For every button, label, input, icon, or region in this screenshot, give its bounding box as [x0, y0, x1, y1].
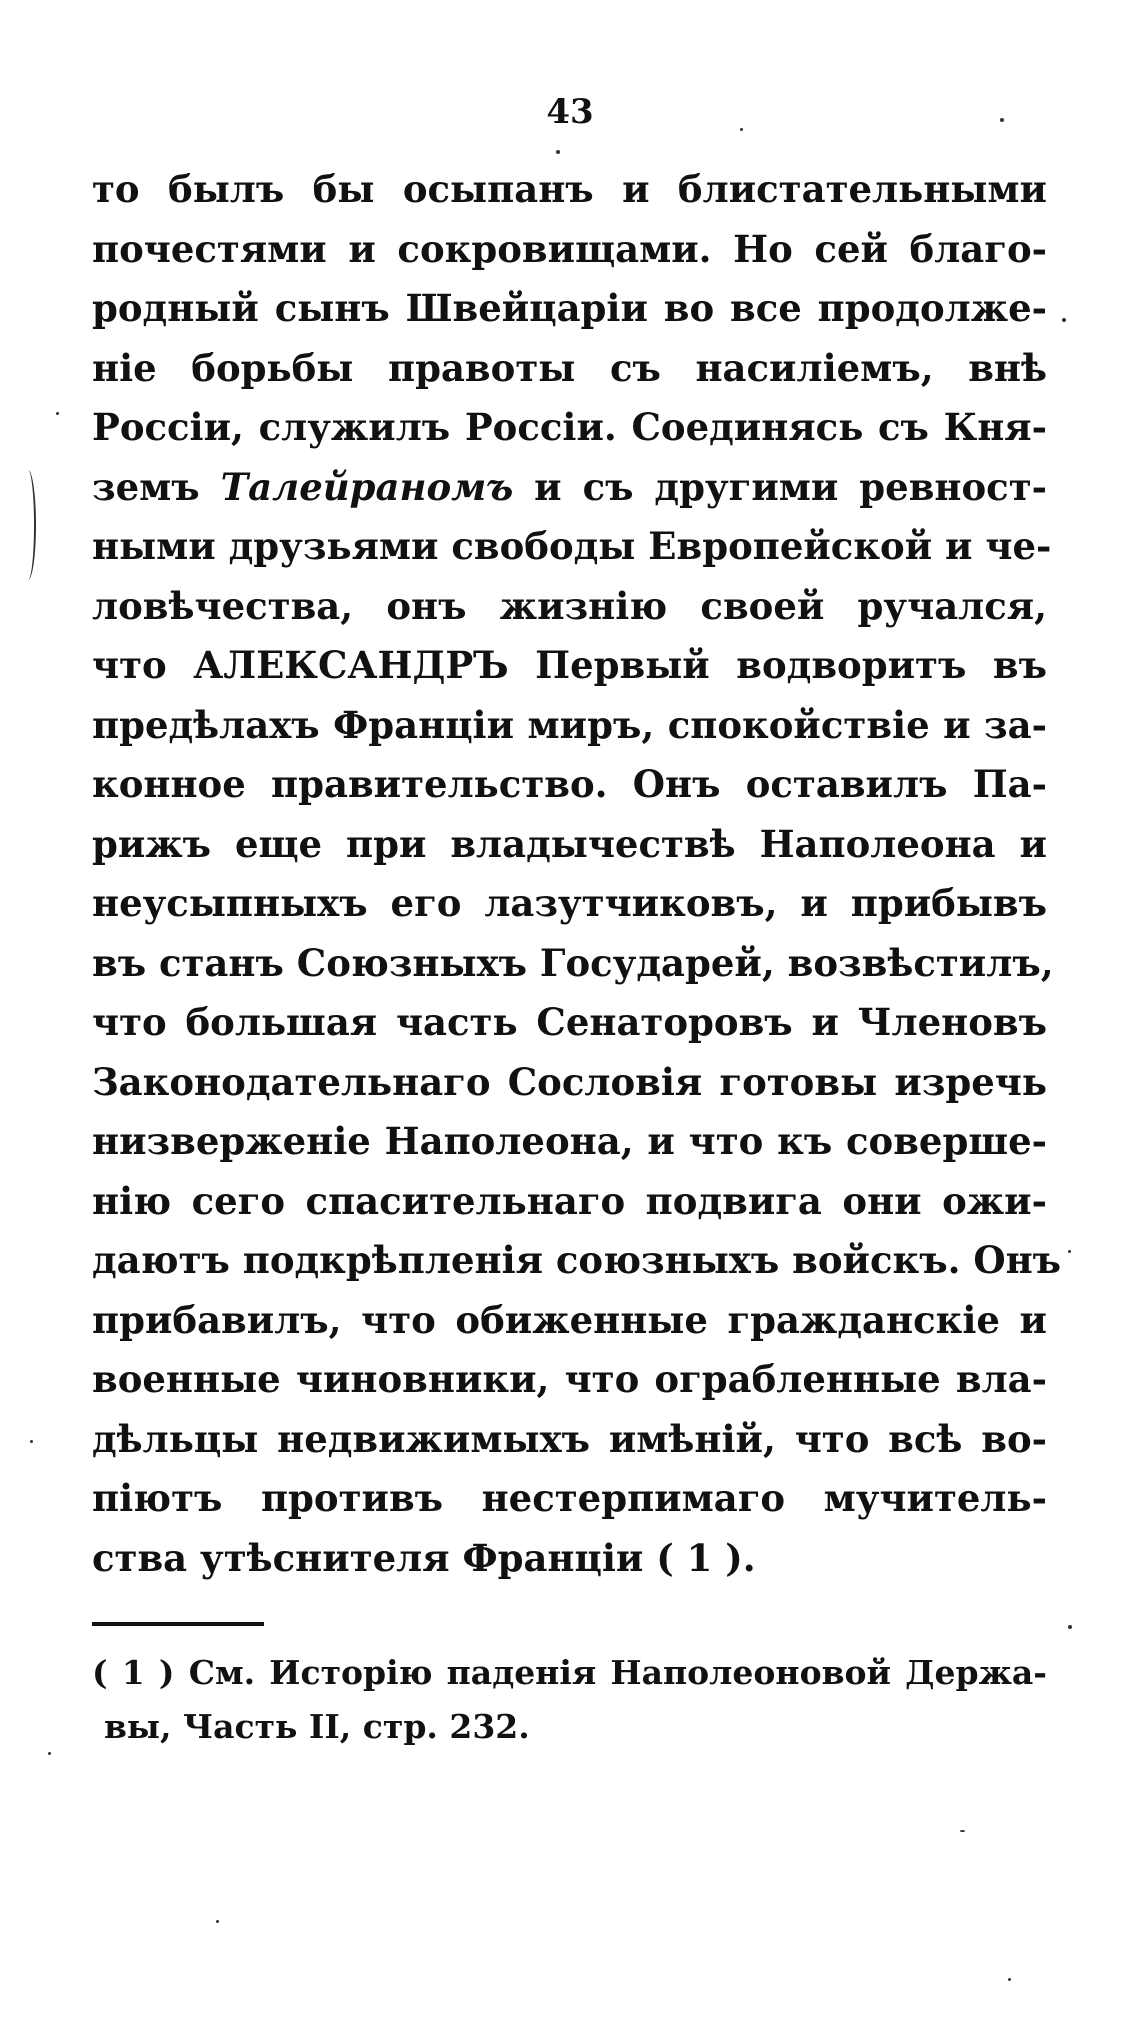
print-speck: [1068, 1625, 1072, 1629]
body-line: дѣльцы недвижимыхъ имѣній, что всѣ во-: [92, 1416, 1047, 1461]
body-line: что большая часть Сенаторовъ и Членовъ: [92, 1000, 1047, 1044]
body-line: военные чиновники, что ограбленные вла-: [92, 1357, 1047, 1401]
body-line: піютъ противъ нестерпимаго мучитель-: [92, 1476, 1047, 1520]
body-line: ніе борьбы правоты съ насиліемъ, внѣ: [92, 345, 1047, 390]
print-speck: [556, 150, 560, 154]
body-line: то былъ бы осыпанъ и блистательными: [92, 167, 1047, 211]
body-line: прибавилъ, что обиженные гражданскіе и: [92, 1297, 1047, 1342]
footnote: [92, 1646, 1047, 1754]
body-line: нію сего спасительнаго подвига они ожи-: [92, 1178, 1047, 1223]
print-speck: [960, 1830, 965, 1832]
page-number: 43: [546, 92, 594, 132]
print-speck: [1068, 1250, 1071, 1253]
body-line: Законодательнаго Сословія готовы изречь: [92, 1059, 1047, 1104]
print-speck: [48, 1752, 51, 1755]
footnote-line: вы, Часть II, стр. 232.: [104, 1707, 530, 1746]
body-line: ными друзьями свободы Европейской и че-: [92, 524, 1052, 568]
body-line: неусыпныхъ его лазутчиковъ, и прибывъ: [92, 881, 1047, 925]
print-speck: [1008, 1978, 1011, 1981]
body-line: даютъ подкрѣпленія союзныхъ войскъ. Онъ: [92, 1238, 1062, 1282]
print-speck: [216, 1920, 219, 1923]
body-line: родный сынъ Швейцаріи во все продолже-: [92, 286, 1047, 330]
body-line: предѣлахъ Франціи миръ, спокойствіе и за-: [92, 702, 1047, 747]
print-speck: [1062, 318, 1066, 322]
body-line: низверженіе Наполеона, и что къ соверше-: [92, 1119, 1047, 1163]
body-line: Россіи, служилъ Россіи. Соединясь съ Кня-: [92, 405, 1047, 449]
body-line: [92, 458, 1047, 518]
body-line: въ станъ Союзныхъ Государей, возвѣстилъ,: [92, 940, 1054, 985]
body-line-pre: земъ: [92, 464, 221, 509]
footnote-line: ( 1 ) См. Исторію паденія Наполеоновой Держа-: [92, 1653, 1047, 1692]
print-speck: [740, 128, 743, 131]
body-line: конное правительство. Онъ оставилъ Па-: [92, 762, 1047, 806]
footnote-rule: [92, 1622, 264, 1626]
body-line-post: и съ другими ревност-: [513, 464, 1047, 509]
italic-name: Талейраномъ: [220, 464, 514, 509]
print-speck: [30, 1440, 33, 1443]
print-speck: [56, 412, 59, 415]
body-line: рижъ еще при владычествѣ Наполеона и: [92, 821, 1047, 866]
body-line: что АЛЕКСАНДРЪ Первый водворитъ въ: [92, 643, 1047, 687]
print-speck: [1000, 118, 1004, 122]
body-text: [92, 160, 1062, 1588]
body-line: ства утѣснителя Франціи ( 1 ).: [92, 1535, 756, 1580]
body-line: ловѣчества, онъ жизнію своей ручался,: [92, 583, 1047, 628]
body-line: почестями и сокровищами. Но сей благо-: [92, 226, 1047, 271]
margin-pencil-mark: [20, 470, 36, 580]
